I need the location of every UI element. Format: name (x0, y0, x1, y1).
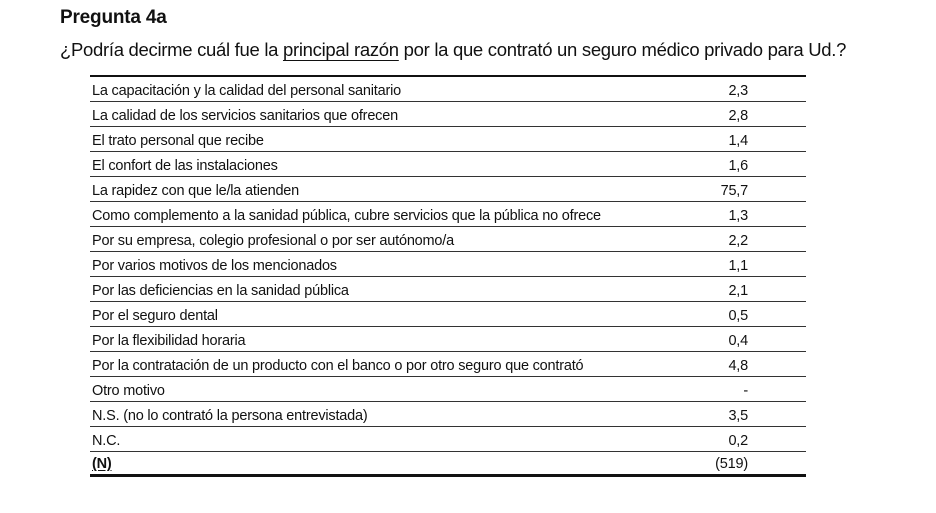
table-row (90, 377, 806, 402)
results-table (90, 75, 806, 477)
table-row (90, 402, 806, 427)
row-label: La capacitación y la calidad del personal sanitario (92, 83, 401, 99)
row-label: La rapidez con que le/la atienden (92, 183, 300, 199)
row-value: 1,4 (728, 133, 748, 149)
table-row (90, 127, 806, 152)
row-value: 2,3 (728, 83, 748, 99)
row-value: 2,8 (728, 108, 748, 124)
question-text-end: por la que contrató un seguro médico privado para Ud.? (398, 39, 847, 60)
row-value: 75,7 (720, 183, 748, 199)
table-row (90, 202, 806, 227)
row-label: N.S. (no lo contrató la persona entrevistada) (92, 408, 368, 424)
table-row (90, 327, 806, 352)
total-row (90, 452, 806, 477)
table-row (90, 302, 806, 327)
table-row (90, 352, 806, 377)
row-value: 0,5 (728, 308, 748, 324)
row-label: El confort de las instalaciones (92, 158, 278, 174)
row-value: 1,1 (728, 258, 748, 274)
row-value: - (743, 383, 748, 399)
row-value: 0,2 (728, 433, 748, 449)
total-label: (N) (92, 456, 112, 472)
row-value: 4,8 (728, 358, 748, 374)
row-label: N.C. (92, 433, 121, 449)
row-value: 3,5 (728, 408, 748, 424)
question-text (60, 39, 846, 61)
total-value: (519) (715, 456, 748, 472)
question-title: Pregunta 4a (60, 7, 167, 28)
row-label: Por las deficiencias en la sanidad pública (92, 283, 349, 299)
row-label: La calidad de los servicios sanitarios que ofrecen (92, 108, 398, 124)
table-row (90, 227, 806, 252)
row-label: Otro motivo (92, 383, 165, 399)
row-label: Por el seguro dental (92, 308, 218, 324)
table-row (90, 77, 806, 102)
row-value: 1,6 (728, 158, 748, 174)
table-row (90, 277, 806, 302)
table-row (90, 102, 806, 127)
question-text-start: ¿Podría decirme cuál fue la (60, 39, 283, 60)
row-label: Por la flexibilidad horaria (92, 333, 246, 349)
question-emphasis: principal razón (282, 39, 399, 60)
row-value: 1,3 (728, 208, 748, 224)
row-value: 2,2 (728, 233, 748, 249)
table-row (90, 427, 806, 452)
row-label: Por varios motivos de los mencionados (92, 258, 337, 274)
table-row (90, 152, 806, 177)
table-row (90, 252, 806, 277)
row-label: Por la contratación de un producto con el banco o por otro seguro que contrató (92, 358, 584, 374)
table-row (90, 177, 806, 202)
row-label: El trato personal que recibe (92, 133, 264, 149)
row-value: 2,1 (728, 283, 748, 299)
row-value: 0,4 (728, 333, 748, 349)
row-label: Por su empresa, colegio profesional o por ser autónomo/a (92, 233, 454, 249)
row-label: Como complemento a la sanidad pública, cubre servicios que la pública no ofrece (92, 208, 601, 224)
